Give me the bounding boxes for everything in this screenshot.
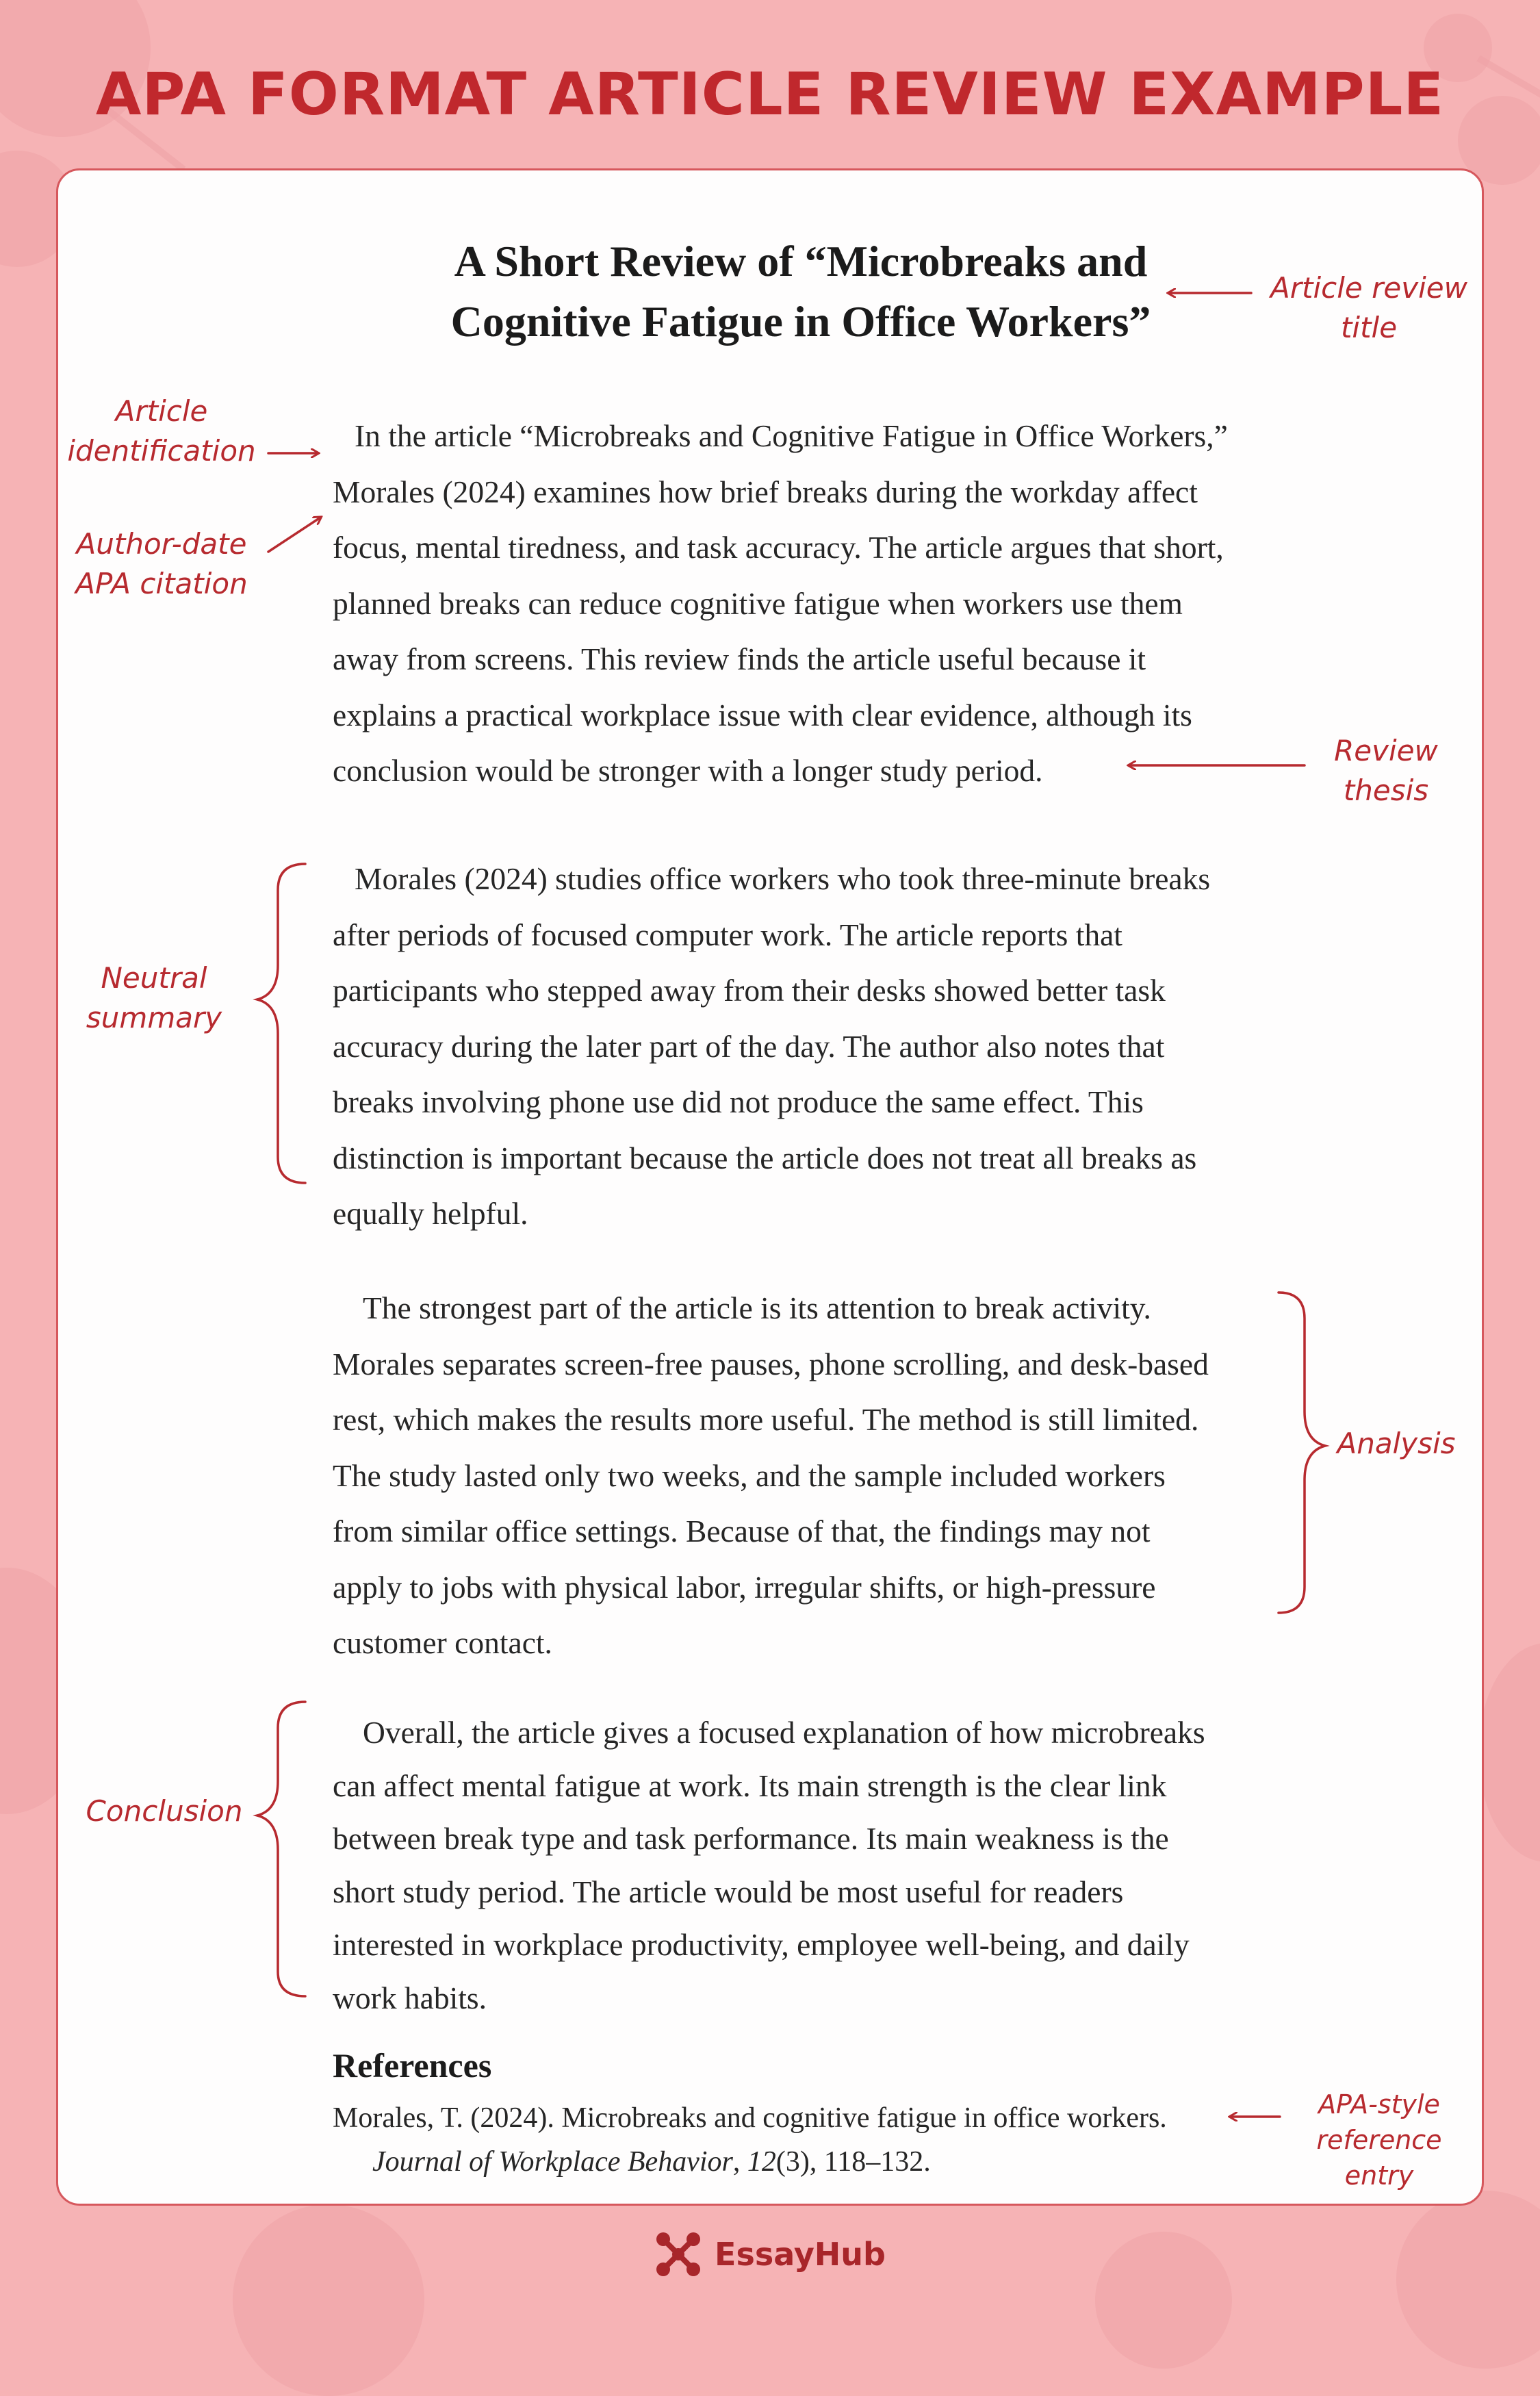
journal-issue-pages: (3), 118–132. <box>776 2146 931 2178</box>
paragraph-line: equally helpful. <box>333 1186 1305 1242</box>
annotation-line: APA-style <box>1280 2087 1478 2122</box>
paragraph-line: can affect mental fatigue at work. Its main strength is the clear link <box>333 1759 1305 1813</box>
annotation-line: identification <box>59 431 264 471</box>
paragraph-line: In the article “Microbreaks and Cognitive Fatigue in Office Workers,” <box>333 408 1305 464</box>
paragraph-line: breaks involving phone use did not produce the same effect. This <box>333 1074 1305 1130</box>
arrow-citation <box>268 518 320 552</box>
annotation-line: Article <box>59 392 264 431</box>
paragraph-line: work habits. <box>333 1972 1305 2025</box>
paragraph-line: distinction is important because the article does not treat all breaks as <box>333 1130 1305 1186</box>
paragraph-line: explains a practical workplace issue with clear evidence, although its <box>333 687 1305 743</box>
page-title: APA FORMAT ARTICLE REVIEW EXAMPLE <box>0 60 1540 129</box>
paragraph-line: after periods of focused computer work. The article reports that <box>333 907 1305 963</box>
references-heading: References <box>333 2045 491 2085</box>
paragraph-line: between break type and task performance. Its main weakness is the <box>333 1812 1305 1865</box>
paragraph-line: apply to jobs with physical labor, irregular shifts, or high-pressure <box>333 1559 1305 1616</box>
reference-line: Journal of Workplace Behavior, 12(3), 118–132. <box>333 2140 1167 2184</box>
paragraph-line: interested in workplace productivity, employee well-being, and daily <box>333 1918 1305 1972</box>
brace-analysis <box>1279 1292 1325 1613</box>
annotation-line: Analysis <box>1321 1424 1472 1464</box>
paragraph-line: accuracy during the later part of the day. The author also notes that <box>333 1019 1305 1075</box>
annotation-line: thesis <box>1307 771 1465 811</box>
paragraph-line: The study lasted only two weeks, and the sample included workers <box>333 1448 1305 1504</box>
annotation-line: Neutral <box>68 958 240 998</box>
paragraph-line: focus, mental tiredness, and task accuracy. The article argues that short, <box>333 520 1305 576</box>
annotation-line: APA citation <box>59 564 264 604</box>
reference-line: Morales, T. (2024). Microbreaks and cognitive fatigue in office workers. <box>333 2096 1167 2140</box>
paragraph-line: Morales (2024) studies office workers who took three-minute breaks <box>333 851 1305 907</box>
brand-name: EssayHub <box>715 2236 886 2273</box>
brace-neutral-summary <box>257 864 305 1183</box>
journal-volume: 12 <box>747 2146 776 2178</box>
annotation-line: Author-date <box>59 524 264 564</box>
brace-conclusion <box>257 1702 305 1996</box>
paragraph-line: conclusion would be stronger with a longer study period. <box>333 743 1305 799</box>
paragraph-line: customer contact. <box>333 1615 1305 1671</box>
paragraph-line: The strongest part of the article is its attention to break activity. <box>333 1280 1305 1336</box>
essayhub-logo-icon <box>654 2230 702 2278</box>
footer <box>0 2230 1540 2282</box>
paragraph-line: planned breaks can reduce cognitive fatigue when workers use them <box>333 576 1305 632</box>
paragraph-line: Overall, the article gives a focused explanation of how microbreaks <box>333 1706 1305 1759</box>
journal-name: Journal of Workplace Behavior <box>372 2146 733 2178</box>
paragraph-line: participants who stepped away from their desks showed better task <box>333 963 1305 1019</box>
paragraph-line: Morales separates screen-free pauses, phone scrolling, and desk-based <box>333 1336 1305 1392</box>
paragraph-line: short study period. The article would be most useful for readers <box>333 1865 1305 1919</box>
annotation-line: Review <box>1307 731 1465 771</box>
paragraph-line: from similar office settings. Because of that, the findings may not <box>333 1503 1305 1559</box>
paragraph-line: Morales (2024) examines how brief breaks during the workday affect <box>333 464 1305 520</box>
paragraph-line: away from screens. This review finds the article useful because it <box>333 631 1305 687</box>
annotation-line: reference entry <box>1280 2122 1478 2193</box>
review-title-line: Cognitive Fatigue in Office Workers” <box>329 292 1273 352</box>
review-title-line: A Short Review of “Microbreaks and <box>329 231 1273 292</box>
paragraph-line: rest, which makes the results more useful. The method is still limited. <box>333 1392 1305 1448</box>
annotation-line: Conclusion <box>68 1792 260 1831</box>
annotation-line: title <box>1239 308 1499 348</box>
annotation-line: summary <box>68 998 240 1038</box>
annotation-line: Article review <box>1239 268 1499 308</box>
